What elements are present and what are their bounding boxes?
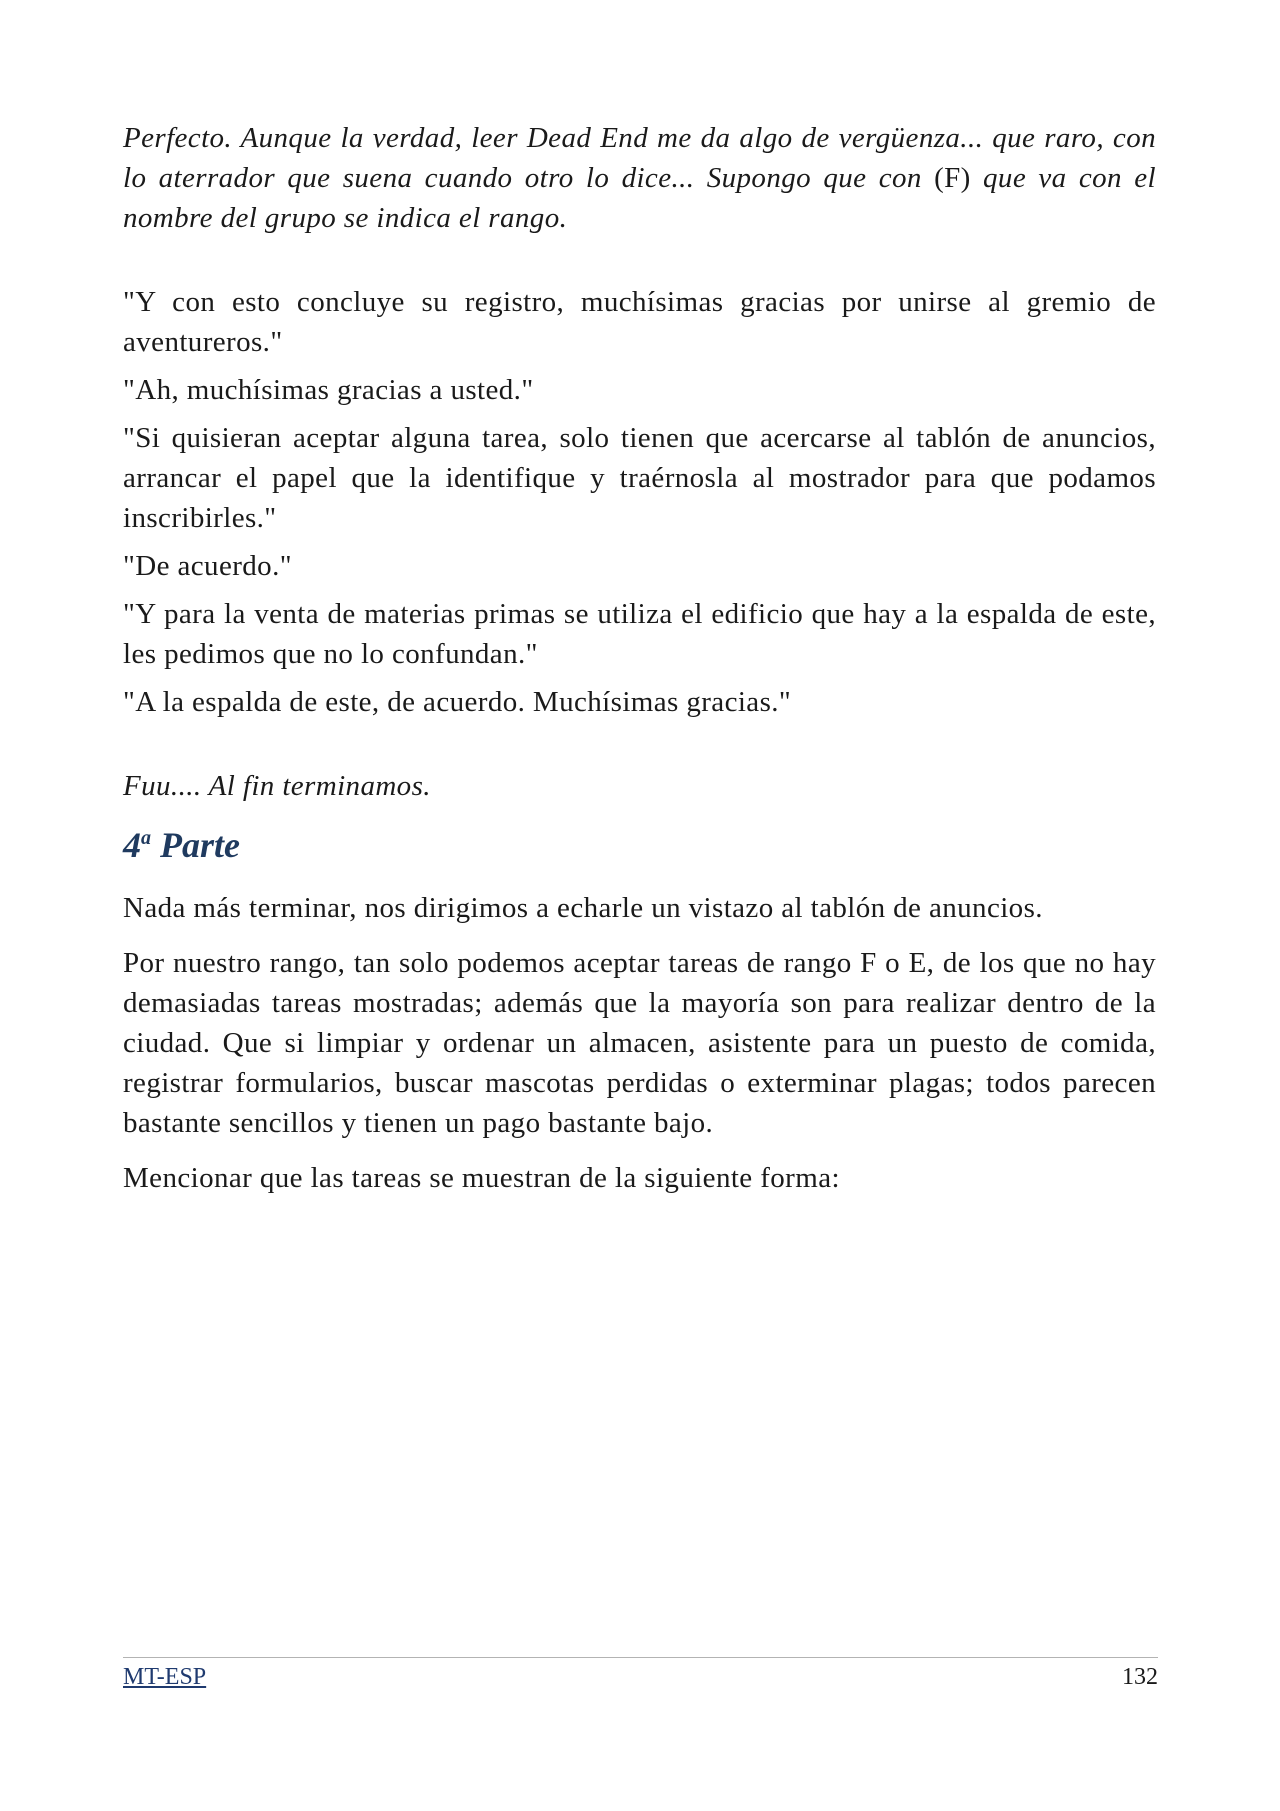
dialogue-paragraph: "Ah, muchísimas gracias a usted." — [123, 374, 534, 406]
paragraph-text: (F) — [934, 162, 971, 194]
section-heading — [123, 820, 1156, 870]
footer-link[interactable]: MT-ESP — [123, 1664, 207, 1690]
dialogue-paragraph: "Si quisieran aceptar alguna tarea, solo tienen que acercarse al tablón de anuncios, arrancar el papel que la identifique y traérnosla al mostrador para que podamos inscribirles." — [123, 422, 1156, 534]
page-footer — [123, 1657, 1158, 1694]
paragraph-text: Perfecto. Aunque la verdad, leer Dead End me da algo de vergüenza... que raro, con lo aterrador que suena cuando otro lo dice... Supongo que con — [123, 122, 1156, 194]
page-number: 132 — [1122, 1664, 1158, 1690]
narrative-paragraph: Nada más terminar, nos dirigimos a echarle un vistazo al tablón de anuncios. — [123, 892, 1043, 924]
heading-text: Parte — [151, 825, 240, 865]
dialogue-paragraph: "De acuerdo." — [123, 550, 292, 582]
narrative-paragraph: Por nuestro rango, tan solo podemos aceptar tareas de rango F o E, de los que no hay demasiadas tareas mostradas; además que la mayoría son para realizar dentro de la ciudad. Que si limpiar y ordenar un almacen, asistente para un puesto de comida, registrar formularios, buscar mascotas perdidas o exterminar plagas; todos parecen bastante sencillos y tienen un pago bastante bajo. — [123, 947, 1156, 1139]
page-body — [123, 118, 1156, 1198]
heading-superscript: a — [141, 827, 151, 849]
dialogue-paragraph: "Y para la venta de materias primas se utiliza el edificio que hay a la espalda de este, les pedimos que no lo confundan." — [123, 598, 1156, 670]
paragraph-text: que va con el nombre del grupo se indica el rango. — [123, 162, 1156, 234]
inner-thought-paragraph — [123, 118, 1156, 238]
inner-thought-paragraph: Fuu.... Al fin terminamos. — [123, 770, 431, 802]
dialogue-paragraph: "Y con esto concluye su registro, muchísimas gracias por unirse al gremio de aventureros." — [123, 286, 1156, 358]
narrative-paragraph: Mencionar que las tareas se muestran de la siguiente forma: — [123, 1162, 840, 1194]
heading-number: 4 — [123, 825, 141, 865]
dialogue-paragraph: "A la espalda de este, de acuerdo. Muchísimas gracias." — [123, 686, 792, 718]
